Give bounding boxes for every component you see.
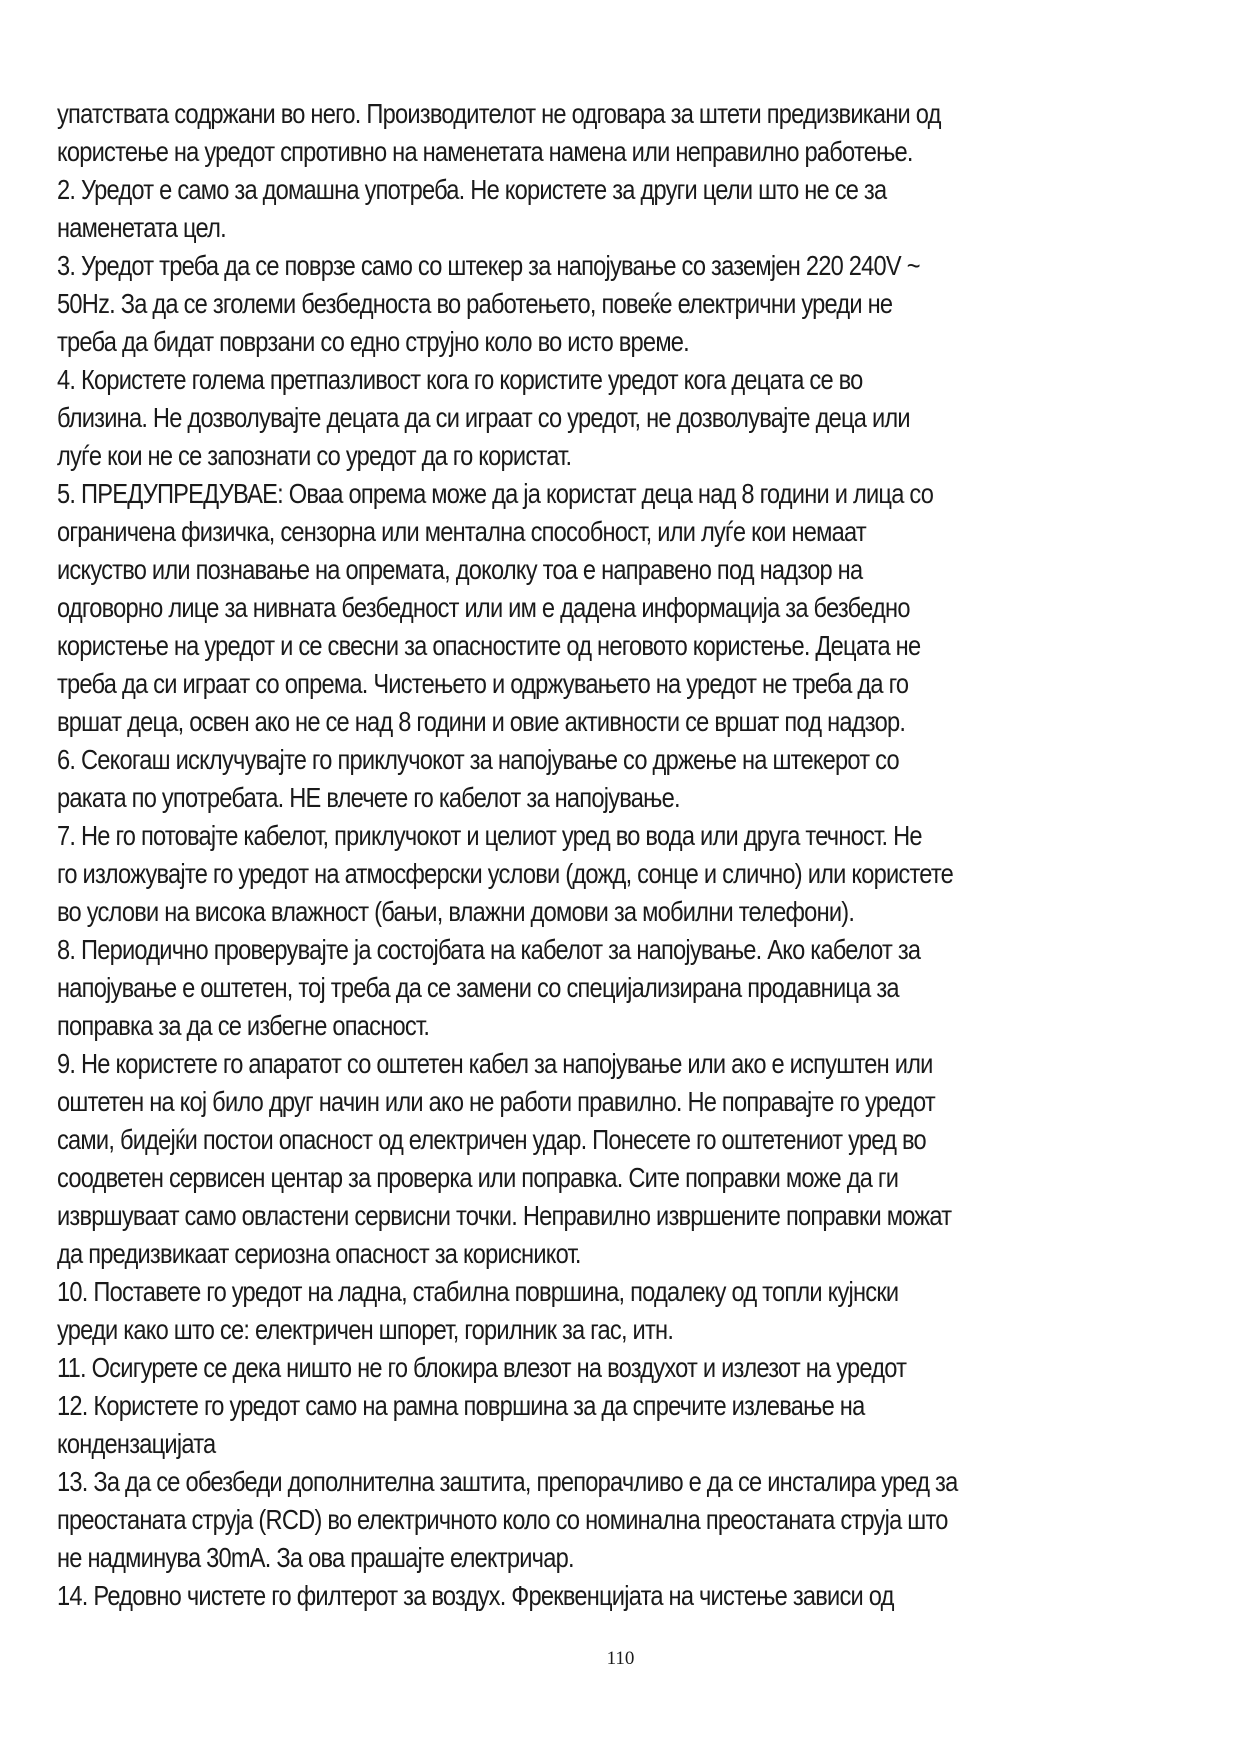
text-line: 13. За да се обезбеди дополнителна заштита, препорачливо е да се инсталира уред за: [57, 1466, 958, 1497]
text-line: вршат деца, освен ако не се над 8 години и овие активности се вршат под надзор.: [57, 706, 906, 737]
text-line: 8. Периодично проверувајте ја состојбата на кабелот за напојување. Ако кабелот за: [57, 934, 921, 965]
text-line: уреди како што се: електричен шпорет, горилник за гас, итн.: [57, 1314, 674, 1345]
text-line: го изложувајте го уредот на атмосферски услови (дожд, сонце и слично) или користете: [57, 858, 954, 889]
text-line: 2. Уредот е само за домашна употреба. Не користете за други цели што не се за: [57, 174, 887, 205]
page-number: 110: [606, 1648, 635, 1669]
text-line: соодветен сервисен центар за проверка или поправка. Сите поправки може да ги: [57, 1162, 899, 1193]
text-line: 5. ПРЕДУПРЕДУВАЕ: Оваа опрема може да ја користат деца над 8 години и лица со: [57, 478, 934, 509]
text-line: луѓе кои не се запознати со уредот да го користат.: [57, 440, 572, 471]
text-line: поправка за да се избегне опасност.: [57, 1010, 430, 1041]
text-line: извршуваат само овластени сервисни точки. Неправилно извршените поправки можат: [57, 1200, 952, 1231]
text-line: 11. Осигурете се дека ништо не го блокира влезот на воздухот и излезот на уредот: [57, 1352, 907, 1383]
text-line: упатствата содржани во него. Производителот не одговара за штети предизвикани од: [57, 98, 941, 129]
text-line: искуство или познавање на опремата, доколку тоа е направено под надзор на: [57, 554, 863, 585]
text-line: 12. Користете го уредот само на рамна површина за да спречите излевање на: [57, 1390, 865, 1421]
body-text: [57, 95, 1197, 1615]
text-line: одговорно лице за нивната безбедност или им е дадена информација за безбедно: [57, 592, 910, 623]
text-line: близина. Не дозволувајте децата да си играат со уредот, не дозволувајте деца или: [57, 402, 910, 433]
text-line: 9. Не користете го апаратот со оштетен кабел за напојување или ако е испуштен или: [57, 1048, 933, 1079]
text-line: наменетата цел.: [57, 212, 226, 243]
text-line: користење на уредот спротивно на наменетата намена или неправилно работење.: [57, 136, 913, 167]
text-line: не надминува 30mA. За ова прашајте електричар.: [57, 1542, 574, 1573]
text-line: ограничена физичка, сензорна или ментална способност, или луѓе кои немаат: [57, 516, 866, 547]
text-line: напојување е оштетен, тој треба да се замени со специјализирана продавница за: [57, 972, 899, 1003]
text-line: 50Hz. За да се зголеми безбедноста во работењето, повеќе електрични уреди не: [57, 288, 893, 319]
text-line: 6. Секогаш исклучувајте го приклучокот за напојување со држење на штекерот со: [57, 744, 899, 775]
text-line: оштетен на кој било друг начин или ако не работи правилно. Не поправајте го уредот: [57, 1086, 935, 1117]
text-line: раката по употребата. НЕ влечете го кабелот за напојување.: [57, 782, 680, 813]
text-line: 7. Не го потовајте кабелот, приклучокот и целиот уред во вода или друга течност. Не: [57, 820, 922, 851]
text-line: треба да си играат со опрема. Чистењето и одржувањето на уредот не треба да го: [57, 668, 909, 699]
text-line: треба да бидат поврзани со едно струјно коло во исто време.: [57, 326, 689, 357]
text-line: да предизвикаат сериозна опасност за корисникот.: [57, 1238, 581, 1269]
text-line: кондензацијата: [57, 1428, 216, 1459]
text-line: сами, бидејќи постои опасност од електричен удар. Понесете го оштетениот уред во: [57, 1124, 926, 1155]
text-line: преостаната струја (RCD) во електричното коло со номинална преостаната струја што: [57, 1504, 948, 1535]
text-line: 4. Користете голема претпазливост кога го користите уредот кога децата се во: [57, 364, 863, 395]
text-line: 3. Уредот треба да се поврзе само со штекер за напојување со заземјен 220 240V ~: [57, 250, 920, 281]
text-line: 10. Поставете го уредот на ладна, стабилна површина, подалеку од топли кујнски: [57, 1276, 899, 1307]
text-line: во услови на висока влажност (бањи, влажни домови за мобилни телефони).: [57, 896, 855, 927]
text-line: користење на уредот и се свесни за опасностите од неговото користење. Децата не: [57, 630, 921, 661]
text-line: 14. Редовно чистете го филтерот за воздух. Фреквенцијата на чистење зависи од: [57, 1580, 894, 1611]
